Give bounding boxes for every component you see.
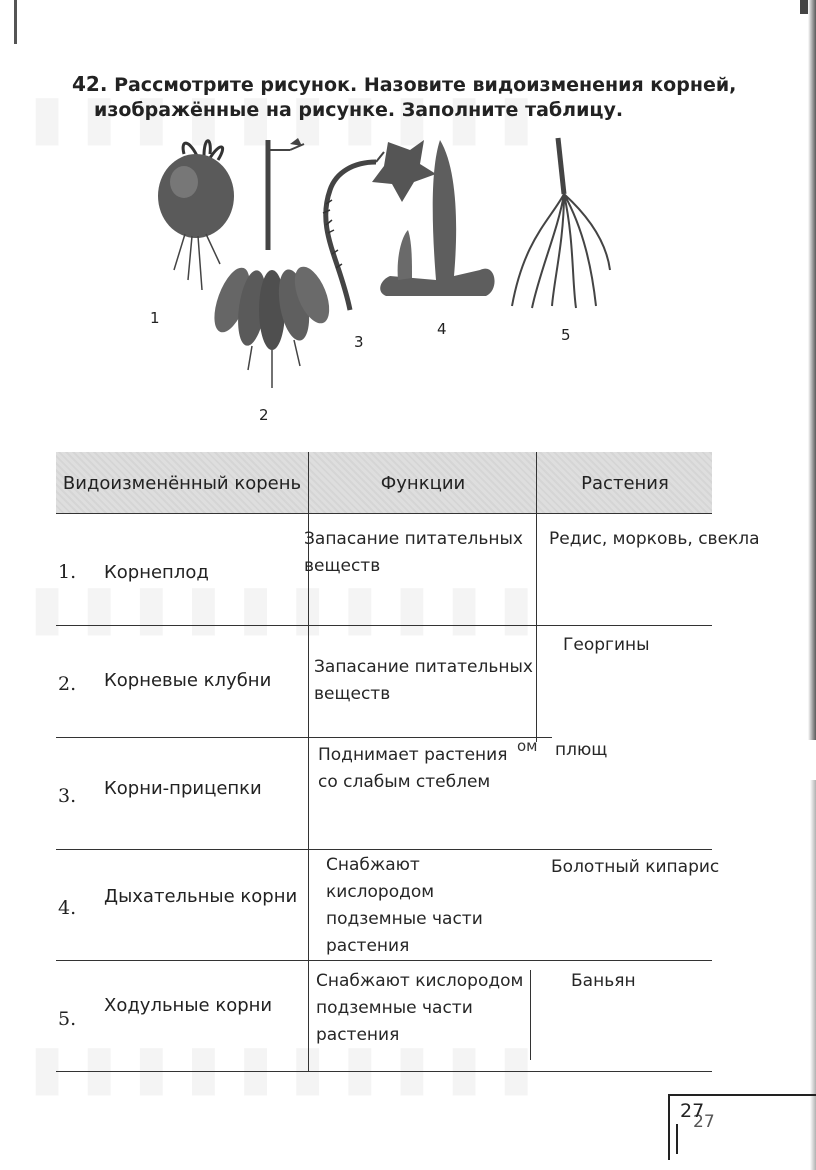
scan-right-edge <box>808 0 816 740</box>
row-function: Поднимает растения со слабым стеблем <box>318 745 508 792</box>
page-number: 27 <box>680 1100 705 1122</box>
figure-label-1: 1 <box>150 309 160 327</box>
header-functions: Функции <box>380 472 466 494</box>
root-crop-drawing <box>158 141 234 290</box>
row-plants: Болотный кипарис <box>551 857 720 877</box>
figure-label-4: 4 <box>437 320 447 338</box>
table-rule <box>56 960 712 961</box>
table-rule <box>56 513 712 514</box>
row-function: Снабжают кислородом подземные части растения <box>316 971 524 1045</box>
row-root-name: Корневые клубни <box>104 670 272 691</box>
row-number: 5. <box>58 1008 77 1030</box>
row-number: 1. <box>58 561 77 583</box>
row-plants: Георгины <box>563 635 650 655</box>
row-root-name: Корни-прицепки <box>104 778 262 799</box>
row-function: Снабжают кислородом подземные части растения <box>326 855 483 956</box>
row-root-name: Корнеплод <box>104 562 209 583</box>
stray-text: ом <box>517 737 538 755</box>
figure-label-2: 2 <box>259 406 269 424</box>
table-rule <box>56 625 712 626</box>
row-root-name: Ходульные корни <box>104 995 273 1016</box>
row-number: 2. <box>58 673 77 695</box>
page-number-ghost: 27 <box>693 1112 715 1132</box>
row-function: Запасание питательных веществ <box>314 657 533 704</box>
header-modified-root: Видоизменённый корень <box>62 472 302 494</box>
row-plants: Редис, морковь, свекла <box>549 529 760 549</box>
figure-label-3: 3 <box>354 333 364 351</box>
roots-figure <box>140 130 620 430</box>
task-number: 42. <box>72 72 108 96</box>
table-rule <box>56 1071 712 1072</box>
row-number: 4. <box>58 897 77 919</box>
scan-edge-mark <box>14 0 17 44</box>
task-text <box>72 72 742 123</box>
row-root-name: Дыхательные корни <box>104 886 298 907</box>
task-line-1: Рассмотрите рисунок. Назовите видоизменения корней, <box>114 74 737 96</box>
row-number: 3. <box>58 785 77 807</box>
row-plants: Баньян <box>571 971 636 991</box>
row-plants: плющ <box>555 740 608 760</box>
header-plants: Растения <box>581 472 669 494</box>
task-line-2: изображённые на рисунке. Заполните таблицу. <box>94 99 624 121</box>
row-function: Запасание питательных веществ <box>304 529 523 576</box>
figure-label-5: 5 <box>561 326 571 344</box>
page-number-tick <box>676 1124 678 1154</box>
stilt-roots-drawing <box>512 138 610 308</box>
roots-illustration <box>140 130 620 430</box>
table-rule <box>56 849 712 850</box>
table-rule <box>56 737 552 738</box>
